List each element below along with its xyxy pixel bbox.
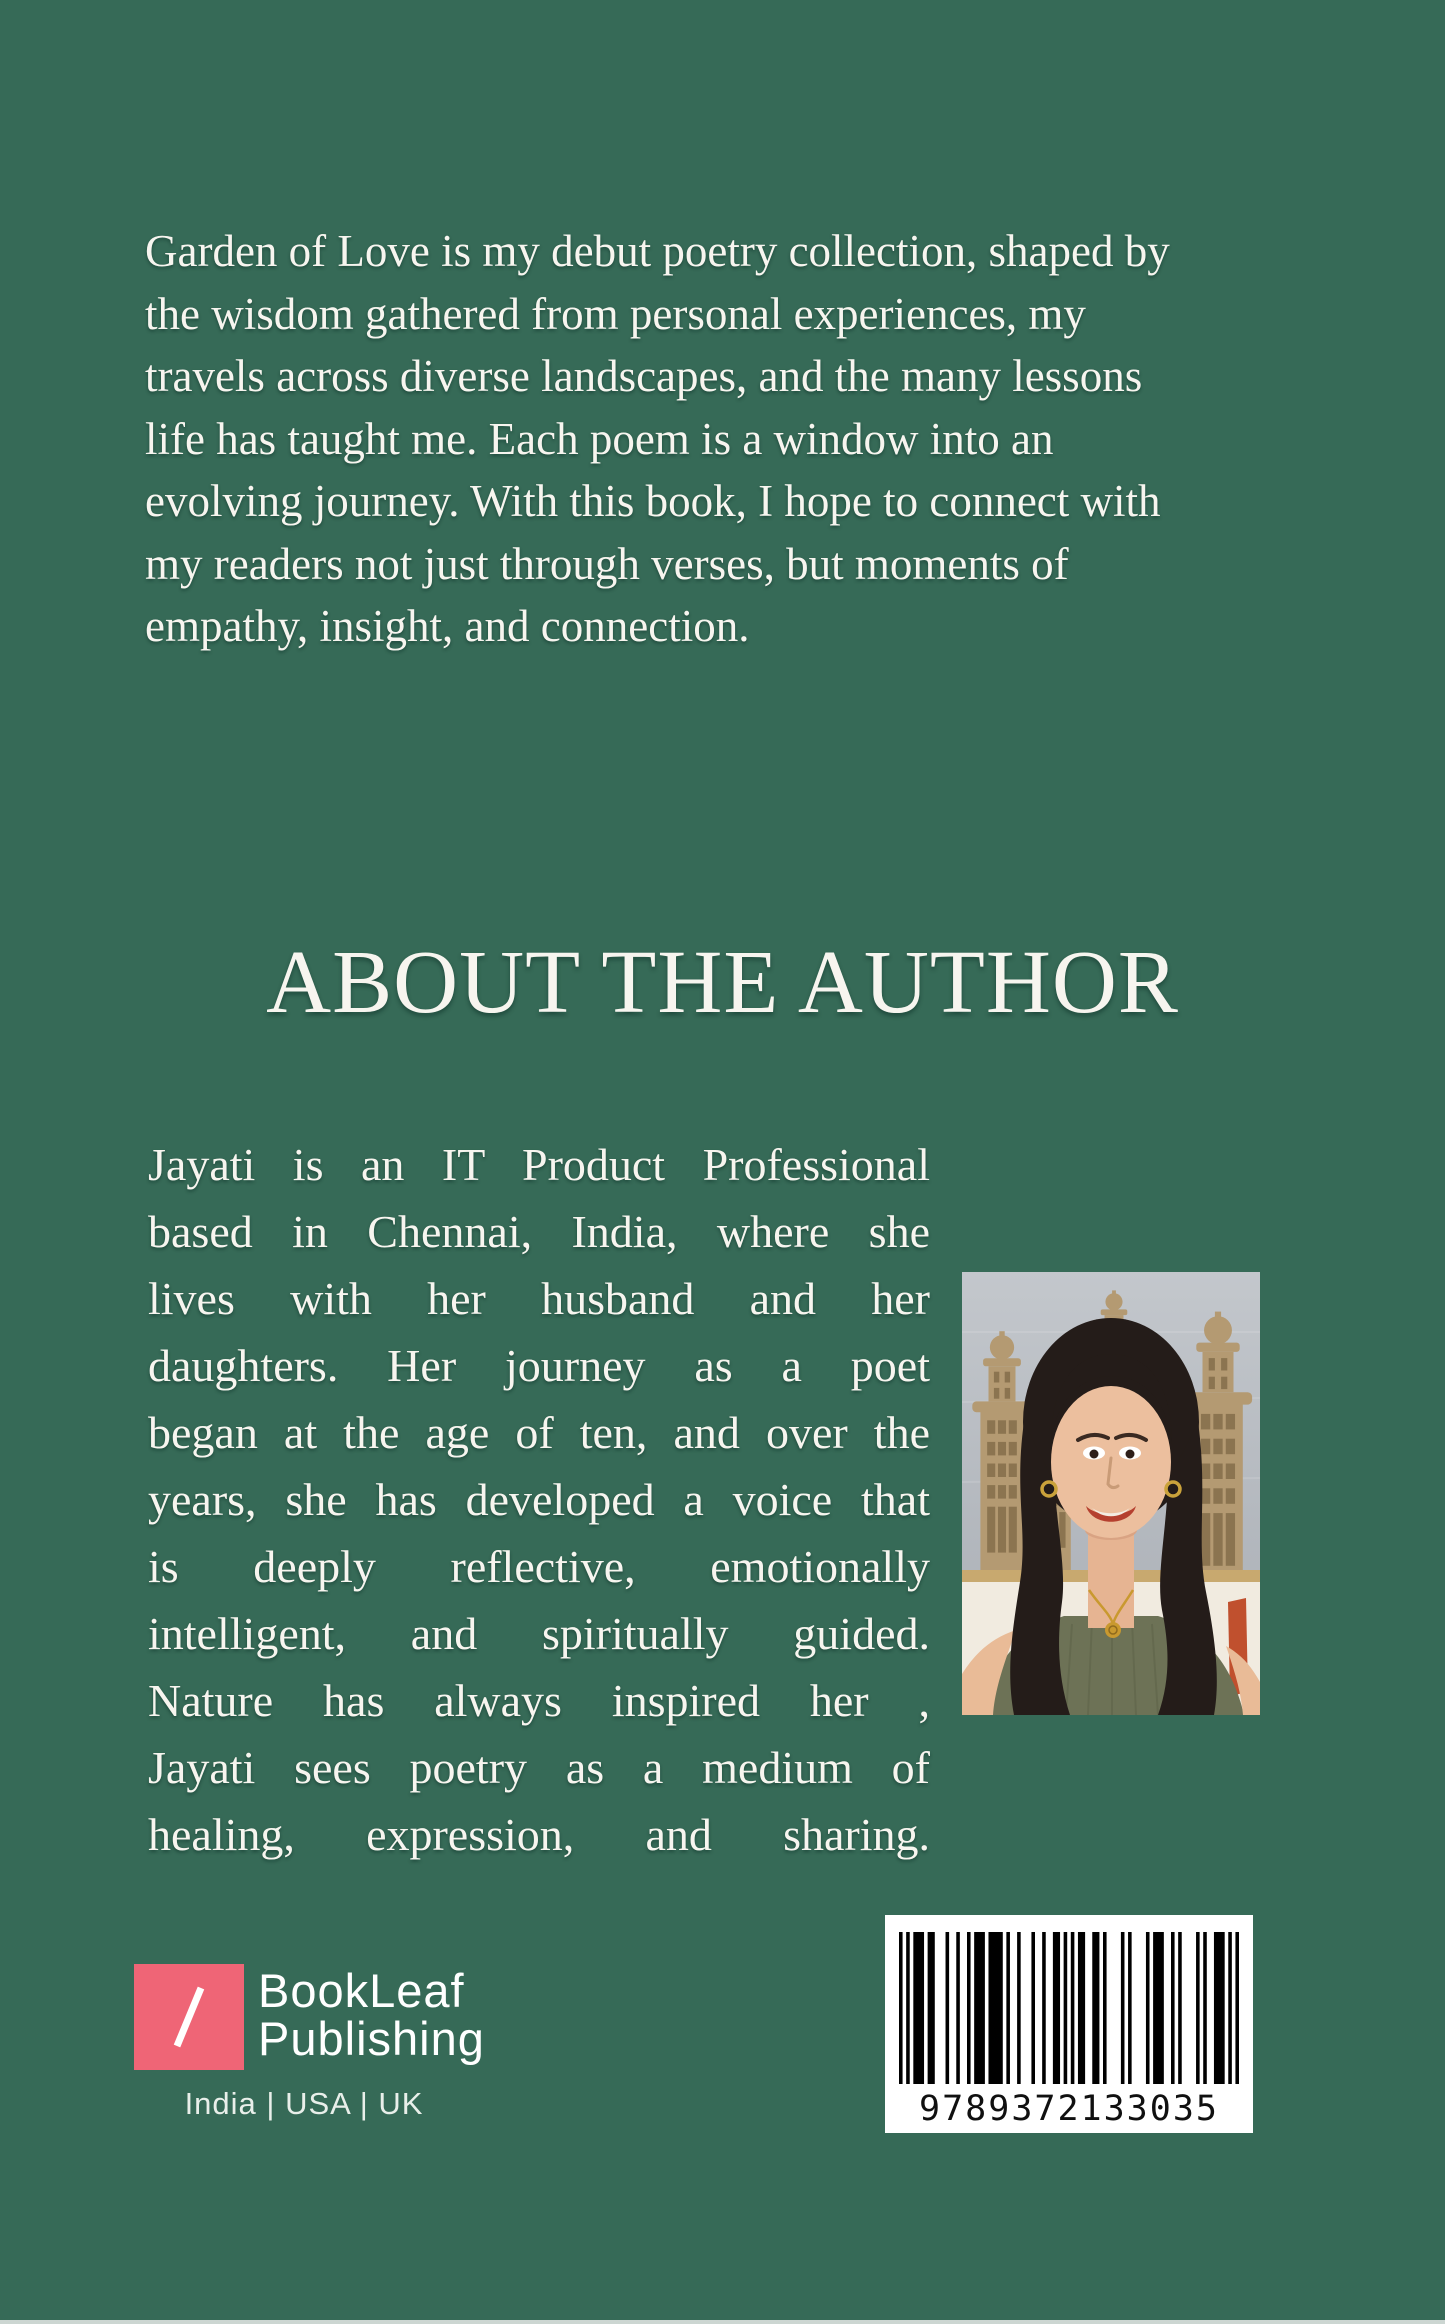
barcode [885,1915,1253,2133]
bookleaf-logo-icon [134,1964,244,2070]
bottom-edge-strip [0,2320,1445,2324]
publisher-name [258,1964,485,2063]
author-photo-image [962,1272,1260,1715]
bio-line: Nature has always inspired her , [148,1675,930,1726]
blurb-line: empathy, insight, and connection. [145,601,750,651]
author-bio [148,1131,930,1868]
bio-line: years, she has developed a voice that [148,1474,930,1525]
back-blurb [145,220,1275,658]
blurb-line: travels across diverse landscapes, and the many lessons [145,351,1143,401]
bio-line: Jayati is an IT Product Professional [148,1139,930,1190]
about-the-author-heading: ABOUT THE AUTHOR [266,933,1179,1032]
publisher-regions: India | USA | UK [184,2086,424,2121]
blurb-line: evolving journey. With this book, I hope to connect with [145,476,1161,526]
blurb-line: Garden of Love is my debut poetry collection, shaped by [145,226,1170,276]
publisher-name-bottom: Publishing [258,2012,485,2065]
bio-line: lives with her husband and her [148,1273,930,1324]
bio-line: based in Chennai, India, where she [148,1206,930,1257]
blurb-line: my readers not just through verses, but moments of [145,538,1069,589]
bio-line: daughters. Her journey as a poet [148,1340,930,1391]
bio-line: intelligent, and spiritually guided. [148,1608,930,1659]
isbn-number: 9789372133035 [919,2089,1219,2129]
bio-line: began at the age of ten, and over the [148,1407,930,1458]
barcode-bars-image [899,1932,1239,2084]
slash-icon [134,1964,244,2070]
blurb-line: life has taught me. Each poem is a window into an [145,413,1054,464]
bio-line: is deeply reflective, emotionally [148,1541,930,1592]
publisher-name-top: BookLeaf [258,1964,465,2017]
blurb-line: the wisdom gathered from personal experiences, my [145,288,1086,339]
author-photo [962,1272,1260,1715]
publisher-logo-block [134,1964,536,2122]
bio-line: healing, expression, and sharing. [148,1809,930,1860]
bio-line: Jayati sees poetry as a medium of [148,1742,930,1793]
